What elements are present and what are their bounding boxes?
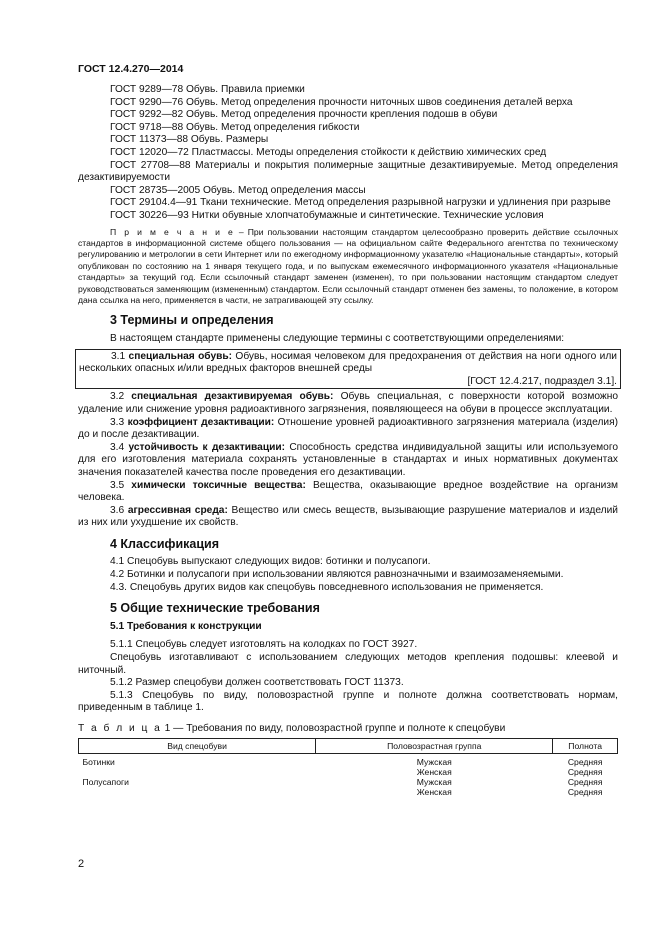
- reference-item: ГОСТ 9718—88 Обувь. Метод определения гибкости: [110, 121, 360, 133]
- term-text: Вещества, оказывающие вредное воздействие на организм человека.: [78, 479, 619, 504]
- table-header-row: [79, 738, 618, 753]
- table-cell: Ботинки: [82, 756, 115, 767]
- term-number: 3.5: [110, 479, 132, 491]
- reference-item: ГОСТ 30226—93 Нитки обувные хлопчатобумажные и синтетические. Технические условия: [110, 209, 544, 221]
- term-number: 3.2: [110, 391, 132, 403]
- section-5-heading: 5 Общие технические требования: [110, 601, 320, 616]
- table-cell: Средняя: [567, 756, 603, 767]
- table-cell: Полусапоги: [82, 777, 129, 788]
- definition-3-1: [79, 351, 617, 376]
- term-name: агрессивная среда:: [127, 504, 228, 516]
- definition-item: [78, 505, 618, 530]
- definition-item: [78, 391, 618, 416]
- table-header-cell: Полнота: [553, 738, 618, 753]
- table-cell: Мужская: [416, 756, 452, 767]
- table-cell: Мужская: [416, 777, 452, 788]
- table-cell: Средняя: [567, 767, 603, 777]
- table-cell: Женская: [416, 767, 452, 777]
- requirement-paragraph: 5.1.3 Спецобувь по виду, половозрастной группе и полноте должна соответствовать нормам, приведенным в таблице 1.: [78, 689, 618, 714]
- definition-item: [78, 417, 618, 442]
- table-cell: [79, 767, 316, 777]
- table-caption-label: Т а б л и ц а: [78, 723, 162, 734]
- table-row: [79, 767, 618, 777]
- reference-list: [78, 84, 618, 223]
- reference-item: ГОСТ 12020—72 Пластмассы. Методы определения стойкости к действию химических сред: [110, 146, 547, 158]
- table-cell: Средняя: [567, 777, 603, 788]
- table-header-cell: Вид спецобуви: [79, 738, 316, 753]
- classification-item: 4.1 Спецобувь выпускают следующих видов: ботинки и полусапоги.: [110, 556, 431, 568]
- document-header: ГОСТ 12.4.270—2014: [78, 63, 184, 75]
- note-label: П р и м е ч а н и е: [110, 226, 235, 237]
- page-number: 2: [78, 858, 85, 870]
- reference-item: ГОСТ 9292—82 Обувь. Метод определения прочности крепления подошв в обуви: [110, 109, 498, 121]
- note-text: – При пользовании настоящим стандартом целесообразно проверить действие ссылочных стандартов в информационной системе общего пользования — на официальном сайте Федерального агентства по техническому регулированию и метрологии в сети Интернет или по ежегодному информационному указателю «Национальные стандарты», который опубликован по состоянию на 1 января текущего года, и по выпускам ежемесячного информационного указателя «Национальные стандарты» за текущий год. Если ссылочный стандарт заменен (изменен), то при пользовании настоящим стандартом следует руководствоваться заменяющим (измененным) стандартом. Если ссылочный стандарт отменен без замены, то положение, в котором дана ссылка на него, применяется в части, не затрагивающей эту ссылку.: [78, 226, 619, 305]
- reference-item: ГОСТ 9289—78 Обувь. Правила приемки: [110, 84, 305, 95]
- requirements-table: [78, 738, 618, 798]
- requirement-paragraph: 5.1.1 Спецобувь следует изготовлять на колодках по ГОСТ 3927.: [110, 639, 418, 651]
- table-cell: Средняя: [567, 787, 603, 798]
- table-cell: [79, 787, 316, 797]
- term-name: коэффициент дезактивации:: [127, 416, 275, 428]
- term-text: Вещество или смесь веществ, вызывающие разрушение материалов и изделий из них или ухудшение их свойств.: [78, 504, 618, 529]
- table-row: [79, 787, 618, 797]
- section-3-heading: 3 Термины и определения: [110, 313, 274, 328]
- table-cell: Женская: [416, 787, 452, 798]
- section-3-intro: В настоящем стандарте применены следующие термины с соответствующими определениями:: [110, 332, 565, 344]
- table-row: [79, 777, 618, 787]
- table-row: [79, 753, 618, 767]
- requirement-paragraph: Спецобувь изготавливают с использованием следующих методов крепления подошвы: клеевой и ниточный.: [78, 652, 618, 676]
- term-number: 3.4: [110, 441, 129, 453]
- section-4-heading: 4 Классификация: [110, 536, 220, 551]
- term-text: Обувь, носимая человеком для предохранения от действия на ноги одного или нескольких опасных и/или вредных факторов внешней среды: [79, 350, 617, 375]
- reference-item: ГОСТ 27708—88 Материалы и покрытия полимерные защитные дезактивируемые. Метод определения дезактивируемости: [78, 159, 618, 184]
- classification-item: 4.3. Спецобувь других видов как спецобувь повседневного использования не применяется.: [110, 581, 544, 593]
- definition-source: [ГОСТ 12.4.217, подраздел 3.1].: [467, 375, 617, 387]
- term-text: Отношение уровней радиоактивного загрязнения материала (изделия) до и после дезактивации.: [78, 416, 618, 441]
- term-number: 3.3: [110, 416, 128, 428]
- boxed-definition: [75, 349, 621, 390]
- subsection-5-1-heading: 5.1 Требования к конструкции: [110, 620, 262, 632]
- page-content: [78, 84, 618, 798]
- term-number: 3.1: [111, 350, 129, 362]
- term-text: Обувь специальная, с поверхности которой возможно удаление или снижение уровня радиоактивного загрязнения, появляющееся на обуви в процессе эксплуатации.: [78, 391, 618, 415]
- requirement-paragraph: 5.1.2 Размер спецобуви должен соответствовать ГОСТ 11373.: [110, 677, 404, 689]
- reference-item: ГОСТ 29104.4—91 Ткани технические. Метод определения разрывной нагрузки и удлинения при разрыве: [110, 197, 611, 209]
- table-caption-text: 1 — Требования по виду, половозрастной группе и полноте к спецобуви: [161, 723, 506, 734]
- note-paragraph: [78, 227, 618, 307]
- term-number: 3.6: [110, 504, 128, 516]
- term-name: химически токсичные вещества:: [131, 479, 306, 491]
- reference-item: ГОСТ 28735—2005 Обувь. Метод определения массы: [110, 184, 366, 196]
- table-header-cell: Половозрастная группа: [316, 738, 553, 753]
- term-name: устойчивость к дезактивации:: [128, 441, 285, 453]
- definition-item: [78, 480, 618, 505]
- term-name: специальная дезактивируемая обувь:: [131, 391, 334, 403]
- term-text: Способность средства индивидуальной защиты или используемого для его изготовления материала сохранять установленные в стандартах и иных нормативных документах значения показателей качества после проведения его дезактивации.: [78, 441, 618, 478]
- reference-item: ГОСТ 11373—88 Обувь. Размеры: [110, 134, 269, 146]
- term-name: специальная обувь:: [128, 350, 233, 362]
- definition-item: [78, 442, 618, 480]
- classification-item: 4.2 Ботинки и полусапоги при использовании являются равнозначными и взаимозаменяемыми.: [110, 569, 564, 581]
- table-caption: [78, 723, 618, 736]
- reference-item: ГОСТ 9290—76 Обувь. Метод определения прочности ниточных швов соединения деталей верха: [110, 96, 573, 108]
